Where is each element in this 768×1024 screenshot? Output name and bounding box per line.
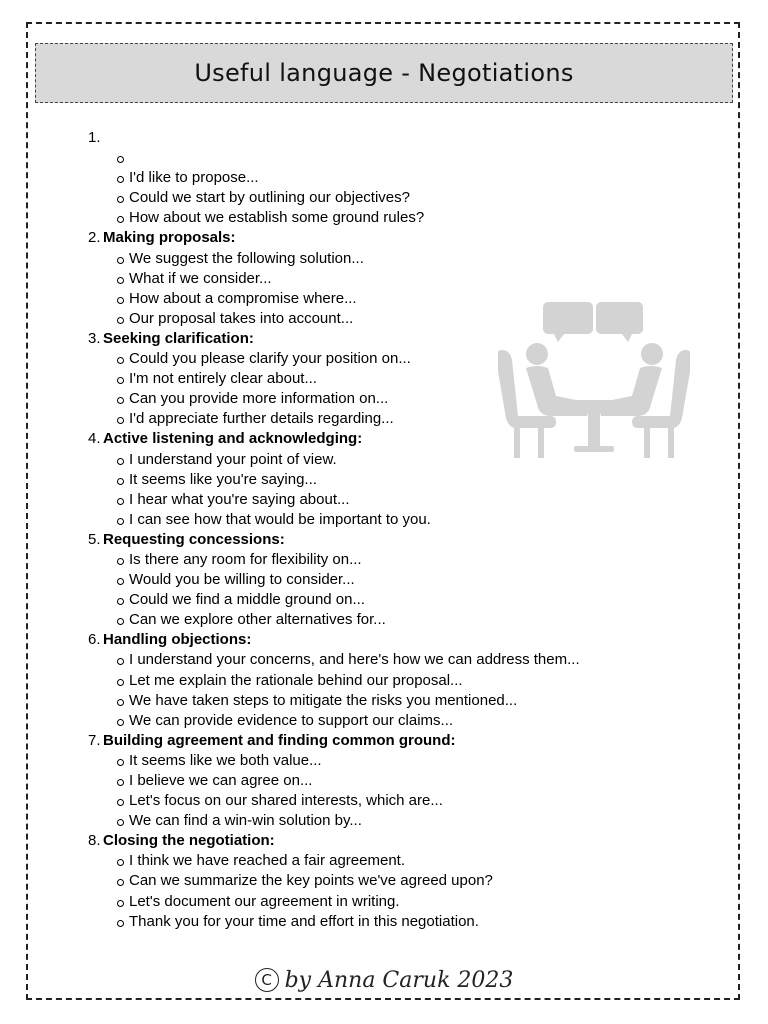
phrase-item: Could we find a middle ground on... <box>103 590 726 610</box>
phrase-item: Can you provide more information on... <box>103 389 726 409</box>
copyright-icon: C <box>255 968 279 992</box>
section-number: 7. <box>88 731 101 749</box>
section-heading: Handling objections: <box>103 631 252 649</box>
phrase-item: Is there any room for flexibility on... <box>103 550 726 570</box>
section-item <box>86 630 726 730</box>
phrase-item: Let's document our agreement in writing. <box>103 892 726 912</box>
section-item <box>86 530 726 630</box>
sections-list <box>86 128 726 932</box>
phrase-item: I hear what you're saying about... <box>103 490 726 510</box>
section-number: 2. <box>88 229 101 247</box>
title-banner <box>35 43 733 103</box>
phrase-item: Could you please clarify your position on... <box>103 349 726 369</box>
phrase-item: It seems like you're saying... <box>103 470 726 490</box>
phrase-item: I'd like to propose... <box>103 168 726 188</box>
phrase-item: Could we start by outlining our objectives? <box>103 188 726 208</box>
section-number: 6. <box>88 631 101 649</box>
phrase-list <box>103 450 726 530</box>
section-number: 3. <box>88 329 101 347</box>
section-number: 8. <box>88 832 101 850</box>
section-heading: Seeking clarification: <box>103 329 254 347</box>
section-item <box>86 731 726 831</box>
phrase-item: I'm not entirely clear about... <box>103 369 726 389</box>
phrase-item: We suggest the following solution... <box>103 249 726 269</box>
phrase-item: I can see how that would be important to you. <box>103 510 726 530</box>
section-heading <box>103 128 726 148</box>
negotiation-meeting-icon <box>498 298 690 460</box>
phrase-item: We can provide evidence to support our claims... <box>103 711 726 731</box>
section-item <box>86 128 726 228</box>
phrase-item: We have taken steps to mitigate the risks you mentioned... <box>103 691 726 711</box>
phrase-item: Let me explain the rationale behind our proposal... <box>103 671 726 691</box>
phrase-item: I understand your point of view. <box>103 450 726 470</box>
phrase-item: Thank you for your time and effort in this negotiation. <box>103 912 726 932</box>
phrase-list <box>103 148 726 228</box>
phrase-list <box>103 851 726 931</box>
section-number: 1. <box>88 129 101 146</box>
section-heading: Requesting concessions: <box>103 530 285 548</box>
phrase-item: Let's focus on our shared interests, which are... <box>103 791 726 811</box>
phrase-item: I understand your concerns, and here's how we can address them... <box>103 650 726 670</box>
phrase-item <box>103 148 726 168</box>
phrase-item: Would you be willing to consider... <box>103 570 726 590</box>
phrase-item: I believe we can agree on... <box>103 771 726 791</box>
section-number: 4. <box>88 430 101 448</box>
phrase-item: How about we establish some ground rules? <box>103 208 726 228</box>
section-number: 5. <box>88 530 101 548</box>
phrase-item: How about a compromise where... <box>103 289 726 309</box>
phrase-item: What if we consider... <box>103 269 726 289</box>
page-title: Useful language - Negotiations <box>194 59 574 87</box>
phrase-item: Can we explore other alternatives for... <box>103 610 726 630</box>
section-item <box>86 831 726 931</box>
section-heading: Active listening and acknowledging: <box>103 430 363 448</box>
phrase-item: Our proposal takes into account... <box>103 309 726 329</box>
phrase-item: Can we summarize the key points we've agreed upon? <box>103 871 726 891</box>
phrase-item: I think we have reached a fair agreement. <box>103 851 726 871</box>
section-heading: Building agreement and finding common ground: <box>103 731 456 749</box>
section-heading: Making proposals: <box>103 229 236 247</box>
phrase-item: We can find a win-win solution by... <box>103 811 726 831</box>
phrase-list-container <box>86 128 726 932</box>
phrase-item: I'd appreciate further details regarding... <box>103 409 726 429</box>
section-heading: Closing the negotiation: <box>103 832 275 850</box>
copyright-text: by Anna Caruk 2023 <box>284 968 514 993</box>
phrase-list <box>103 650 726 730</box>
copyright-footer <box>0 968 768 993</box>
phrase-list <box>103 751 726 831</box>
phrase-list <box>103 550 726 630</box>
phrase-item: It seems like we both value... <box>103 751 726 771</box>
